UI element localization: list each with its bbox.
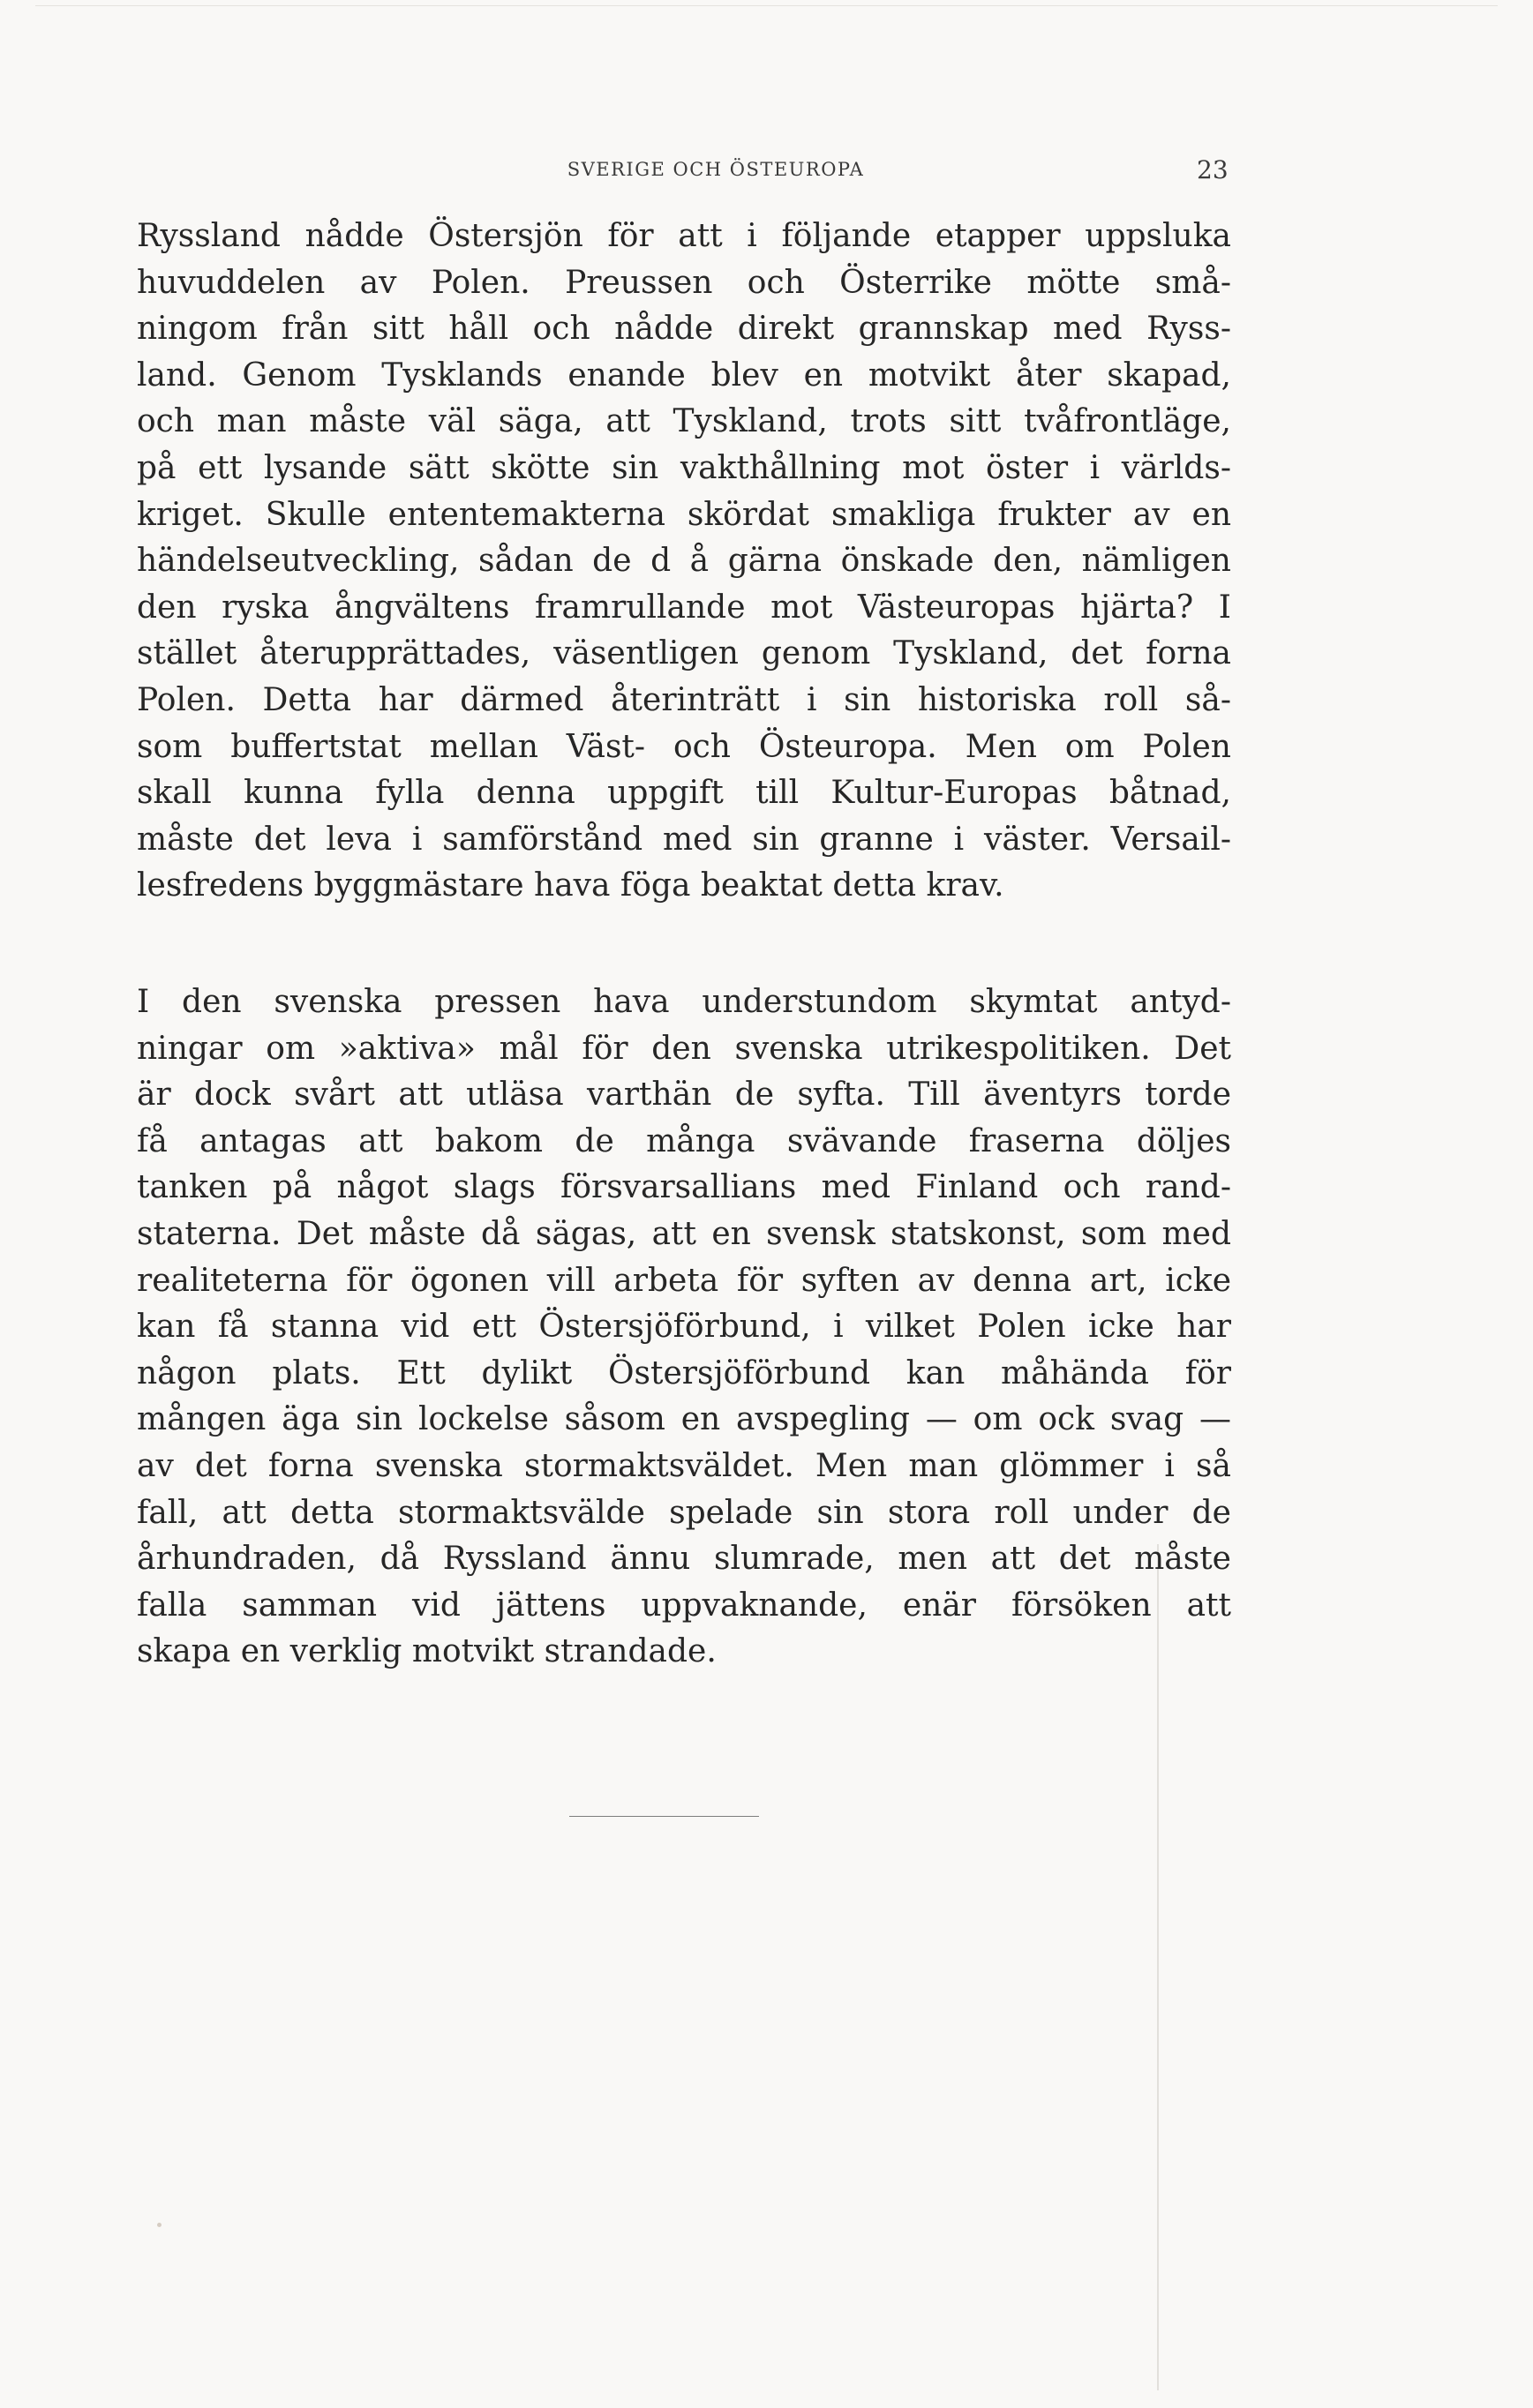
text-line: skapa en verklig motvikt strandade. — [137, 1633, 717, 1670]
text-line: lesfredens byggmästare hava föga beaktat detta krav. — [137, 867, 1004, 904]
section-end-rule — [569, 1816, 759, 1817]
text-line: falla samman vid jättens uppvaknande, enär försöken att — [137, 1587, 1231, 1624]
text-line: ningom från sitt håll och nådde direkt grannskap med Ryss- — [137, 311, 1231, 348]
paragraph-1 — [137, 214, 1231, 910]
text-line: den ryska ångvältens framrullande mot Västeuropas hjärta? I — [137, 589, 1231, 626]
text-line: få antagas att bakom de många svävande fraserna döljes — [137, 1122, 1231, 1159]
text-line: Polen. Detta har därmed återinträtt i sin historiska roll så- — [137, 681, 1231, 718]
text-line: kan få stanna vid ett Östersjöförbund, i vilket Polen icke har — [137, 1309, 1231, 1346]
text-line: I den svenska pressen hava understundom skymtat antyd- — [137, 984, 1231, 1020]
page-header — [0, 155, 1533, 194]
running-title: SVERIGE OCH ÖSTEUROPA — [567, 159, 865, 180]
text-line: måste det leva i samförstånd med sin granne i väster. Versail- — [137, 821, 1231, 858]
text-line: realiteterna för ögonen vill arbeta för syften av denna art, icke — [137, 1262, 1231, 1299]
text-line: århundraden, då Ryssland ännu slumrade, men att det måste — [137, 1541, 1231, 1578]
text-line: land. Genom Tysklands enande blev en motvikt åter skapad, — [137, 356, 1231, 394]
text-line: fall, att detta stormaktsvälde spelade sin stora roll under de — [137, 1494, 1231, 1531]
text-line: Ryssland nådde Östersjön för att i följande etapper uppsluka — [137, 218, 1231, 254]
text-line: tanken på något slags försvarsallians med Finland och rand- — [137, 1169, 1231, 1206]
text-line: kriget. Skulle ententemakterna skördat smakliga frukter av en — [137, 496, 1231, 533]
text-line: händelseutveckling, sådan de d å gärna önskade den, nämligen — [137, 543, 1231, 580]
text-line: och man måste väl säga, att Tyskland, trots sitt tvåfrontläge, — [137, 403, 1231, 440]
paragraph-2 — [137, 979, 1231, 1676]
text-line: stället återupprättades, väsentligen genom Tyskland, det forna — [137, 635, 1231, 672]
text-line: är dock svårt att utläsa varthän de syfta. Till äventyrs torde — [137, 1076, 1231, 1114]
text-line: huvuddelen av Polen. Preussen och Österrike mötte små- — [137, 264, 1231, 301]
paper-speck — [157, 2223, 162, 2227]
text-line: på ett lysande sätt skötte sin vakthållning mot öster i världs- — [137, 449, 1231, 486]
text-line: av det forna svenska stormaktsväldet. Men man glömmer i så — [137, 1447, 1231, 1484]
text-line: som buffertstat mellan Väst- och Östeuropa. Men om Polen — [137, 728, 1231, 765]
text-line: någon plats. Ett dylikt Östersjöförbund kan måhända för — [137, 1354, 1231, 1392]
text-line: staterna. Det måste då sägas, att en svensk statskonst, som med — [137, 1215, 1231, 1252]
page-number: 23 — [1197, 155, 1229, 184]
text-line: ningar om »aktiva» mål för den svenska utrikespolitiken. Det — [137, 1030, 1231, 1067]
text-line: mången äga sin lockelse såsom en avspegling — om ock svag — — [137, 1401, 1231, 1438]
text-line: skall kunna fylla denna uppgift till Kultur-Europas båtnad, — [137, 775, 1231, 812]
page-edge — [35, 5, 1498, 6]
